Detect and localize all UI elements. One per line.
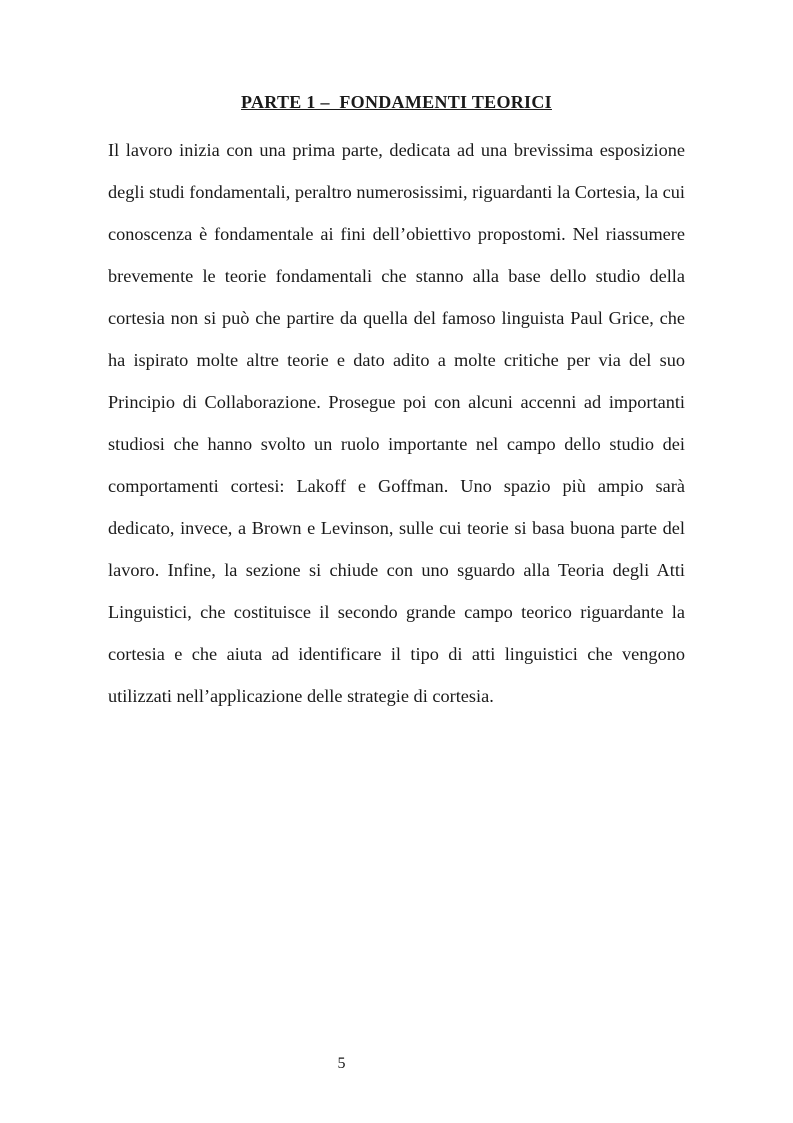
body-paragraph: Il lavoro inizia con una prima parte, dedicata ad una brevissima esposizione degli studi fondamentali, peraltro numerosissimi, riguardanti la Cortesia, la cui conoscenza è fondamentale ai fini dell’obiettivo propostomi. Nel riassumere brevemente le teorie fondamentali che stanno alla base dello studio della cortesia non si può che partire da quella del famoso linguista Paul Grice, che ha ispirato molte altre teorie e dato adito a molte critiche per via del suo Principio di Collaborazione. Prosegue poi con alcuni accenni ad importanti studiosi che hanno svolto un ruolo importante nel campo dello studio dei comportamenti cortesi: Lakoff e Goffman. Uno spazio più ampio sarà dedicato, invece, a Brown e Levinson, sulle cui teorie si basa buona parte del lavoro. Infine, la sezione si chiude con uno sguardo alla Teoria degli Atti Linguistici, che costituisce il secondo grande campo teorico riguardante la cortesia e che aiuta ad identificare il tipo di atti linguistici che vengono utilizzati nell’applicazione delle strategie di cortesia. (108, 140, 685, 706)
section-title: PARTE 1 – FONDAMENTI TEORICI (241, 92, 552, 112)
page-number: 5 (337, 1055, 346, 1072)
